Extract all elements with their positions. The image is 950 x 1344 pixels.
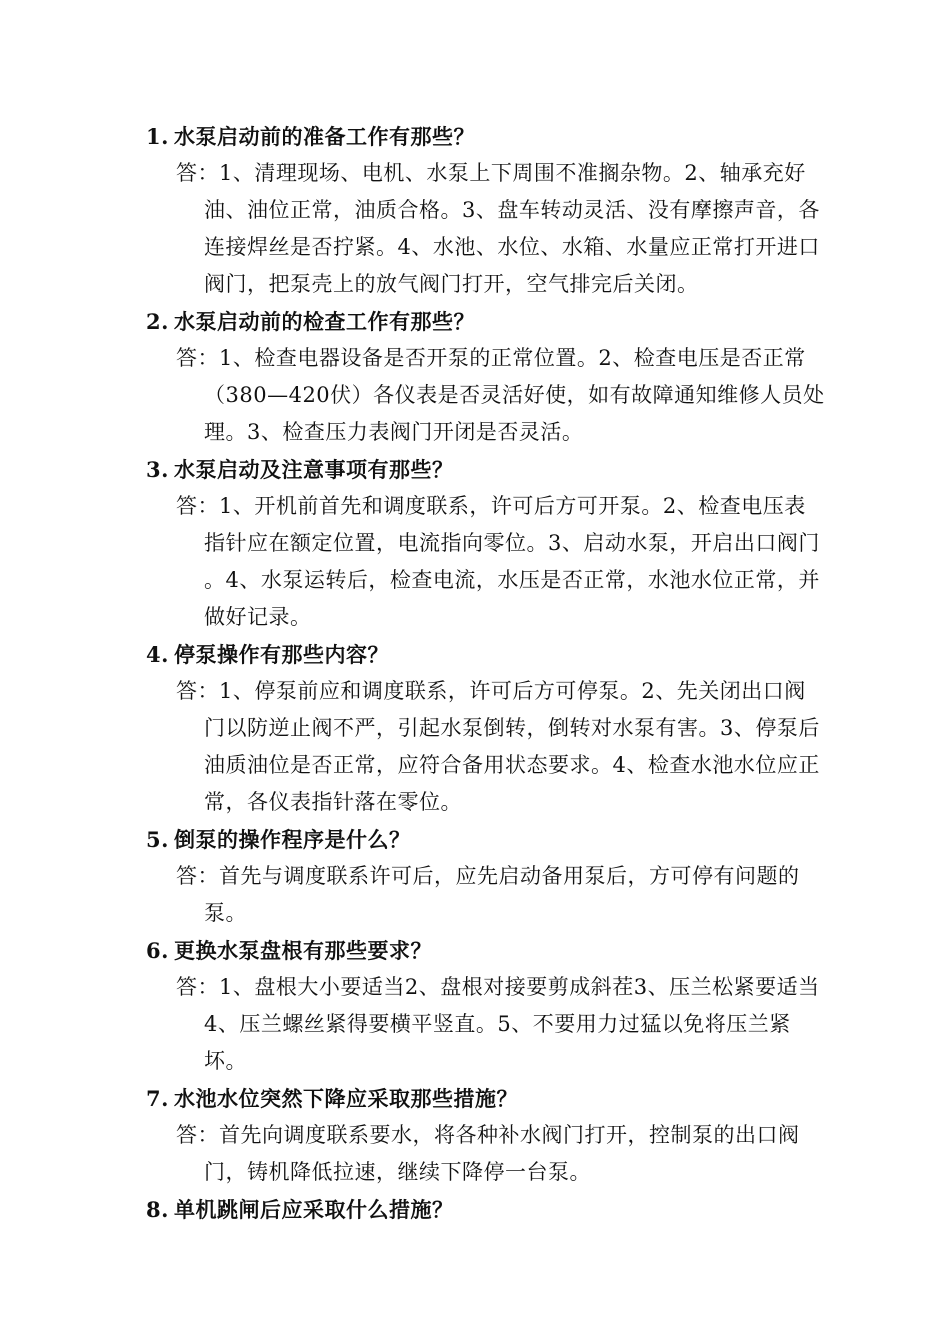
question-text: 倒泵的操作程序是什么？ <box>174 827 411 852</box>
answer-5 <box>176 858 826 932</box>
answer-6 <box>176 969 826 1080</box>
question-text: 水泵启动前的准备工作有那些？ <box>174 124 475 149</box>
answer-text: 答：1、停泵前应和调度联系，许可后方可停泵。2、先关闭出口阀门以防逆止阀不严，引起水泵倒转，倒转对水泵有害。3、停泵后油质油位是否正常，应符合备用状态要求。4、检查水池水位应正常，各仪表指针落在零位。 <box>176 679 820 814</box>
qa-item-4 <box>146 636 826 821</box>
question-text: 水泵启动及注意事项有那些？ <box>174 457 454 482</box>
question-number: 1. <box>146 124 169 149</box>
question-number: 8. <box>146 1197 169 1222</box>
question-number: 6. <box>146 938 169 963</box>
answer-3 <box>176 488 826 636</box>
answer-text: 答：首先与调度联系许可后，应先启动备用泵后，方可停有问题的泵。 <box>176 864 800 925</box>
question-4 <box>146 636 826 673</box>
question-number: 3. <box>146 457 169 482</box>
question-1 <box>146 118 826 155</box>
question-text: 停泵操作有那些内容？ <box>174 642 389 667</box>
qa-item-3 <box>146 451 826 636</box>
answer-text: 答：1、盘根大小要适当2、盘根对接要剪成斜茬3、压兰松紧要适当4、压兰螺丝紧得要横平竖直。5、不要用力过猛以免将压兰紧坏。 <box>176 975 820 1073</box>
qa-item-8 <box>146 1191 826 1228</box>
qa-item-1 <box>146 118 826 303</box>
qa-item-2 <box>146 303 826 451</box>
answer-text: 答：1、开机前首先和调度联系，许可后方可开泵。2、检查电压表指针应在额定位置，电流指向零位。3、启动水泵，开启出口阀门 。4、水泵运转后，检查电流，水压是否正常，水池水位正常，并做好记录。 <box>176 494 820 629</box>
answer-text: 答：1、检查电器设备是否开泵的正常位置。2、检查电压是否正常（380—420伏）各仪表是否灵活好使，如有故障通知维修人员处理。3、检查压力表阀门开闭是否灵活。 <box>176 346 825 444</box>
qa-list <box>146 118 826 1228</box>
question-text: 水池水位突然下降应采取那些措施？ <box>174 1086 518 1111</box>
question-8 <box>146 1191 826 1228</box>
question-text: 水泵启动前的检查工作有那些？ <box>174 309 475 334</box>
question-2 <box>146 303 826 340</box>
answer-7 <box>176 1117 826 1191</box>
question-number: 5. <box>146 827 169 852</box>
question-3 <box>146 451 826 488</box>
question-number: 2. <box>146 309 169 334</box>
answer-4 <box>176 673 826 821</box>
qa-item-7 <box>146 1080 826 1191</box>
question-5 <box>146 821 826 858</box>
qa-item-6 <box>146 932 826 1080</box>
question-text: 单机跳闸后应采取什么措施？ <box>174 1197 454 1222</box>
answer-2 <box>176 340 826 451</box>
answer-1 <box>176 155 826 303</box>
answer-text: 答：1、清理现场、电机、水泵上下周围不准搁杂物。2、轴承充好油、油位正常，油质合格。3、盘车转动灵活、没有摩擦声音，各连接焊丝是否拧紧。4、水池、水位、水箱、水量应正常打开进口阀门，把泵壳上的放气阀门打开，空气排完后关闭。 <box>176 161 820 296</box>
qa-item-5 <box>146 821 826 932</box>
answer-text: 答：首先向调度联系要水，将各种补水阀门打开，控制泵的出口阀门，铸机降低拉速，继续下降停一台泵。 <box>176 1123 800 1184</box>
question-7 <box>146 1080 826 1117</box>
question-6 <box>146 932 826 969</box>
question-number: 4. <box>146 642 169 667</box>
question-number: 7. <box>146 1086 169 1111</box>
question-text: 更换水泵盘根有那些要求？ <box>174 938 432 963</box>
